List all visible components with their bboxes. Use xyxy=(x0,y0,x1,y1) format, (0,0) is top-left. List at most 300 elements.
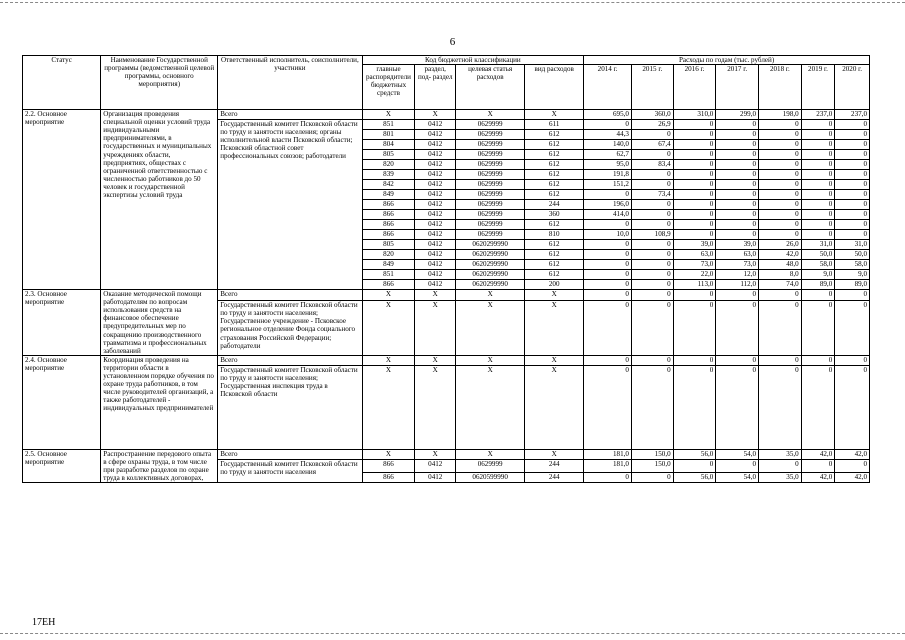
code-cell: 612 xyxy=(525,190,584,200)
amount-cell: 0 xyxy=(801,301,835,356)
header-year: 2017 г. xyxy=(716,65,759,110)
code-cell: 851 xyxy=(362,120,415,130)
amount-cell: 0 xyxy=(801,459,835,472)
code-cell: 0412 xyxy=(415,220,456,230)
amount-cell: 198,0 xyxy=(759,110,802,120)
amount-cell: 0 xyxy=(759,210,802,220)
code-cell: 244 xyxy=(525,473,584,483)
amount-cell: 0 xyxy=(584,290,632,301)
code-cell: 820 xyxy=(362,250,415,260)
code-cell: 612 xyxy=(525,270,584,280)
amount-cell: 0 xyxy=(673,120,716,130)
amount-cell: 181,0 xyxy=(584,449,632,459)
amount-cell: 0 xyxy=(631,200,673,210)
header-razdel: раздел, под- раздел xyxy=(415,65,456,110)
header-year: 2020 г. xyxy=(835,65,870,110)
amount-cell: 0 xyxy=(759,140,802,150)
amount-cell: 0 xyxy=(631,280,673,290)
amount-cell: 0 xyxy=(584,365,632,449)
code-cell: 0412 xyxy=(415,250,456,260)
amount-cell: 39,0 xyxy=(716,240,759,250)
header-budget-code: Код бюджетной классификации xyxy=(362,56,584,65)
amount-cell: 0 xyxy=(673,180,716,190)
total-label: Всего xyxy=(218,355,362,365)
amount-cell: 83,4 xyxy=(631,160,673,170)
code-cell: 244 xyxy=(525,200,584,210)
amount-cell: 0 xyxy=(716,200,759,210)
code-cell: 0629999 xyxy=(456,130,525,140)
amount-cell: 0 xyxy=(835,180,870,190)
amount-cell: 54,0 xyxy=(716,473,759,483)
amount-cell: 0 xyxy=(759,230,802,240)
code-cell: Х xyxy=(456,365,525,449)
amount-cell: 0 xyxy=(716,190,759,200)
amount-cell: 67,4 xyxy=(631,140,673,150)
amount-cell: 10,0 xyxy=(584,230,632,240)
amount-cell: 73,4 xyxy=(631,190,673,200)
amount-cell: 237,0 xyxy=(801,110,835,120)
amount-cell: 0 xyxy=(631,210,673,220)
code-cell: 0620599990 xyxy=(456,473,525,483)
amount-cell: 35,0 xyxy=(759,449,802,459)
amount-cell: 0 xyxy=(584,260,632,270)
scan-edge-top xyxy=(0,2,905,4)
amount-cell: 0 xyxy=(584,220,632,230)
amount-cell: 0 xyxy=(631,473,673,483)
amount-cell: 140,0 xyxy=(584,140,632,150)
amount-cell: 0 xyxy=(835,355,870,365)
code-cell: 612 xyxy=(525,250,584,260)
amount-cell: 0 xyxy=(801,355,835,365)
code-cell: 0412 xyxy=(415,130,456,140)
amount-cell: 0 xyxy=(716,301,759,356)
amount-cell: 0 xyxy=(584,473,632,483)
code-cell: 866 xyxy=(362,459,415,472)
section-executor: Государственный комитет Псковской области по труду и занятости населения; Государственная инспекция труда в Псковской области xyxy=(218,365,362,449)
amount-cell: 31,0 xyxy=(835,240,870,250)
code-cell: Х xyxy=(456,355,525,365)
code-cell: 0412 xyxy=(415,260,456,270)
code-cell: 805 xyxy=(362,240,415,250)
amount-cell: 112,0 xyxy=(716,280,759,290)
header-name: Наименование Государственной программы (ведомственной целевой программы, основного мероприятия) xyxy=(101,56,218,110)
code-cell: 866 xyxy=(362,210,415,220)
code-cell: 866 xyxy=(362,280,415,290)
amount-cell: 0 xyxy=(716,180,759,190)
amount-cell: 0 xyxy=(835,459,870,472)
amount-cell: 0 xyxy=(716,365,759,449)
amount-cell: 63,0 xyxy=(673,250,716,260)
code-cell: Х xyxy=(415,449,456,459)
code-cell: 611 xyxy=(525,120,584,130)
code-cell: 612 xyxy=(525,140,584,150)
code-cell: 612 xyxy=(525,180,584,190)
amount-cell: 0 xyxy=(673,160,716,170)
code-cell: 0412 xyxy=(415,270,456,280)
amount-cell: 0 xyxy=(759,365,802,449)
amount-cell: 0 xyxy=(631,130,673,140)
amount-cell: 0 xyxy=(673,190,716,200)
section-name: Распространение передового опыта в сфере охраны труда, в том числе при разработке разделов по охране труда в коллективных договорах, xyxy=(101,449,218,482)
header-executor: Ответственный исполнитель, соисполнители, участники xyxy=(218,56,362,110)
amount-cell: 0 xyxy=(801,180,835,190)
amount-cell: 0 xyxy=(759,120,802,130)
table-row xyxy=(23,290,870,301)
code-cell: 0629999 xyxy=(456,140,525,150)
header-year: 2014 г. xyxy=(584,65,632,110)
amount-cell: 0 xyxy=(835,120,870,130)
code-cell: 839 xyxy=(362,170,415,180)
amount-cell: 35,0 xyxy=(759,473,802,483)
amount-cell: 0 xyxy=(673,355,716,365)
code-cell: 0412 xyxy=(415,180,456,190)
code-cell: 805 xyxy=(362,150,415,160)
amount-cell: 0 xyxy=(673,140,716,150)
amount-cell: 0 xyxy=(716,130,759,140)
section-name: Оказание методической помощи работодателям по вопросам использования средств на финансовое обеспечение предупредительных мер по сокращению производственного травматизма и профессиональных заболеваний xyxy=(101,290,218,356)
header-target: целевая статья расходов xyxy=(456,65,525,110)
code-cell: 866 xyxy=(362,200,415,210)
code-cell: Х xyxy=(525,449,584,459)
amount-cell: 0 xyxy=(835,200,870,210)
amount-cell: 26,0 xyxy=(759,240,802,250)
amount-cell: 0 xyxy=(759,150,802,160)
code-cell: Х xyxy=(362,301,415,356)
amount-cell: 0 xyxy=(673,200,716,210)
amount-cell: 89,0 xyxy=(835,280,870,290)
amount-cell: 0 xyxy=(759,290,802,301)
amount-cell: 0 xyxy=(631,150,673,160)
amount-cell: 0 xyxy=(584,301,632,356)
amount-cell: 50,0 xyxy=(835,250,870,260)
code-cell: Х xyxy=(415,365,456,449)
amount-cell: 0 xyxy=(759,220,802,230)
amount-cell: 26,9 xyxy=(631,120,673,130)
code-cell: Х xyxy=(525,290,584,301)
code-cell: 866 xyxy=(362,473,415,483)
amount-cell: 0 xyxy=(631,170,673,180)
amount-cell: 237,0 xyxy=(835,110,870,120)
page-number: 6 xyxy=(449,36,456,48)
code-cell: 612 xyxy=(525,160,584,170)
code-cell: 612 xyxy=(525,150,584,160)
amount-cell: 95,0 xyxy=(584,160,632,170)
code-cell: 0620299990 xyxy=(456,280,525,290)
amount-cell: 0 xyxy=(584,355,632,365)
amount-cell: 0 xyxy=(801,200,835,210)
amount-cell: 50,0 xyxy=(801,250,835,260)
code-cell: 612 xyxy=(525,220,584,230)
header-year: 2018 г. xyxy=(759,65,802,110)
amount-cell: 0 xyxy=(801,210,835,220)
amount-cell: 0 xyxy=(801,130,835,140)
amount-cell: 0 xyxy=(801,160,835,170)
amount-cell: 150,0 xyxy=(631,449,673,459)
amount-cell: 0 xyxy=(835,230,870,240)
code-cell: 866 xyxy=(362,220,415,230)
code-cell: 0629999 xyxy=(456,190,525,200)
code-cell: Х xyxy=(415,110,456,120)
budget-table xyxy=(22,55,870,483)
amount-cell: 31,0 xyxy=(801,240,835,250)
amount-cell: 0 xyxy=(716,140,759,150)
amount-cell: 74,0 xyxy=(759,280,802,290)
code-cell: Х xyxy=(415,290,456,301)
code-cell: 0629999 xyxy=(456,230,525,240)
total-label: Всего xyxy=(218,449,362,459)
code-cell: 244 xyxy=(525,459,584,472)
code-cell: 0412 xyxy=(415,120,456,130)
section-executor: Государственный комитет Псковской области по труду и занятости населения xyxy=(218,459,362,482)
amount-cell: 0 xyxy=(631,220,673,230)
amount-cell: 22,0 xyxy=(673,270,716,280)
code-cell: 0412 xyxy=(415,190,456,200)
amount-cell: 0 xyxy=(673,459,716,472)
amount-cell: 73,0 xyxy=(673,260,716,270)
section-name: Организация проведения специальной оценки условий труда индивидуальными предпринимателями, в государственных и муниципальных учреждениях области, предприятиях, обществах с ограниченной ответственностью с численностью работников до 50 человек и государственной экспертизы условий труда xyxy=(101,110,218,290)
amount-cell: 0 xyxy=(835,301,870,356)
section-status: 2.2. Основное мероприятие xyxy=(23,110,101,290)
amount-cell: 0 xyxy=(759,170,802,180)
amount-cell: 56,0 xyxy=(673,473,716,483)
code-cell: Х xyxy=(362,449,415,459)
code-cell: 0629999 xyxy=(456,200,525,210)
amount-cell: 54,0 xyxy=(716,449,759,459)
amount-cell: 0 xyxy=(835,365,870,449)
amount-cell: 0 xyxy=(584,270,632,280)
amount-cell: 0 xyxy=(835,220,870,230)
code-cell: 0412 xyxy=(415,160,456,170)
code-cell: 0412 xyxy=(415,150,456,160)
amount-cell: 0 xyxy=(716,459,759,472)
code-cell: 0620299990 xyxy=(456,270,525,280)
amount-cell: 0 xyxy=(801,170,835,180)
amount-cell: 0 xyxy=(631,260,673,270)
amount-cell: 58,0 xyxy=(835,260,870,270)
code-cell: Х xyxy=(362,355,415,365)
code-cell: Х xyxy=(415,355,456,365)
amount-cell: 695,0 xyxy=(584,110,632,120)
code-cell: 810 xyxy=(525,230,584,240)
amount-cell: 0 xyxy=(759,190,802,200)
amount-cell: 42,0 xyxy=(835,473,870,483)
amount-cell: 0 xyxy=(631,180,673,190)
section-executor: Государственный комитет Псковской области по труду и занятости населения; органы исполнительной власти Псковской области; Псковский областной совет профессиональных союзов; работодатели xyxy=(218,120,362,290)
amount-cell: 0 xyxy=(759,180,802,190)
amount-cell: 39,0 xyxy=(673,240,716,250)
code-cell: Х xyxy=(525,355,584,365)
amount-cell: 0 xyxy=(673,210,716,220)
amount-cell: 0 xyxy=(631,250,673,260)
amount-cell: 181,0 xyxy=(584,459,632,472)
amount-cell: 0 xyxy=(673,301,716,356)
amount-cell: 150,0 xyxy=(631,459,673,472)
total-label: Всего xyxy=(218,110,362,120)
section-status: 2.5. Основное мероприятие xyxy=(23,449,101,482)
code-cell: 0629999 xyxy=(456,150,525,160)
amount-cell: 113,0 xyxy=(673,280,716,290)
code-cell: Х xyxy=(362,365,415,449)
amount-cell: 0 xyxy=(759,301,802,356)
amount-cell: 0 xyxy=(716,355,759,365)
amount-cell: 0 xyxy=(716,150,759,160)
amount-cell: 0 xyxy=(631,240,673,250)
code-cell: 804 xyxy=(362,140,415,150)
header-year: 2019 г. xyxy=(801,65,835,110)
code-cell: 0629999 xyxy=(456,210,525,220)
section-status: 2.3. Основное мероприятие xyxy=(23,290,101,356)
amount-cell: 48,0 xyxy=(759,260,802,270)
amount-cell: 0 xyxy=(835,130,870,140)
amount-cell: 44,3 xyxy=(584,130,632,140)
amount-cell: 196,0 xyxy=(584,200,632,210)
amount-cell: 0 xyxy=(673,130,716,140)
amount-cell: 0 xyxy=(584,120,632,130)
amount-cell: 42,0 xyxy=(835,449,870,459)
header-glavnye: главные распорядители бюджетных средств xyxy=(362,65,415,110)
code-cell: Х xyxy=(456,449,525,459)
footer-code: 17EH xyxy=(32,617,56,628)
amount-cell: 0 xyxy=(835,160,870,170)
code-cell: Х xyxy=(456,110,525,120)
code-cell: 0412 xyxy=(415,459,456,472)
code-cell: 612 xyxy=(525,130,584,140)
section-executor: Государственный комитет Псковской области по труду и занятости населения; Государственное учреждение - Псковское региональное отделение Фонда социального страхования Российской Федерации; работодатели xyxy=(218,301,362,356)
code-cell: 0629999 xyxy=(456,170,525,180)
amount-cell: 0 xyxy=(801,190,835,200)
code-cell: Х xyxy=(362,110,415,120)
amount-cell: 0 xyxy=(801,120,835,130)
code-cell: 0629999 xyxy=(456,459,525,472)
code-cell: Х xyxy=(525,365,584,449)
amount-cell: 360,0 xyxy=(631,110,673,120)
code-cell: 0620299990 xyxy=(456,250,525,260)
amount-cell: 0 xyxy=(835,150,870,160)
amount-cell: 0 xyxy=(584,280,632,290)
amount-cell: 310,0 xyxy=(673,110,716,120)
code-cell: 820 xyxy=(362,160,415,170)
total-label: Всего xyxy=(218,290,362,301)
amount-cell: 58,0 xyxy=(801,260,835,270)
code-cell: 612 xyxy=(525,240,584,250)
amount-cell: 0 xyxy=(801,290,835,301)
amount-cell: 414,0 xyxy=(584,210,632,220)
amount-cell: 0 xyxy=(835,190,870,200)
code-cell: 200 xyxy=(525,280,584,290)
amount-cell: 0 xyxy=(673,365,716,449)
amount-cell: 191,8 xyxy=(584,170,632,180)
amount-cell: 0 xyxy=(631,365,673,449)
amount-cell: 0 xyxy=(716,210,759,220)
amount-cell: 0 xyxy=(759,160,802,170)
amount-cell: 0 xyxy=(801,220,835,230)
amount-cell: 8,0 xyxy=(759,270,802,280)
amount-cell: 0 xyxy=(631,270,673,280)
amount-cell: 0 xyxy=(584,250,632,260)
header-expenses: Расходы по годам (тыс. рублей) xyxy=(584,56,870,65)
code-cell: 0412 xyxy=(415,140,456,150)
amount-cell: 0 xyxy=(835,290,870,301)
code-cell: 0412 xyxy=(415,230,456,240)
amount-cell: 0 xyxy=(801,230,835,240)
amount-cell: 0 xyxy=(835,210,870,220)
code-cell: 849 xyxy=(362,260,415,270)
code-cell: 0412 xyxy=(415,200,456,210)
section-status: 2.4. Основное мероприятие xyxy=(23,355,101,449)
amount-cell: 0 xyxy=(673,290,716,301)
amount-cell: 0 xyxy=(716,290,759,301)
amount-cell: 42,0 xyxy=(759,250,802,260)
code-cell: 360 xyxy=(525,210,584,220)
amount-cell: 0 xyxy=(716,220,759,230)
amount-cell: 0 xyxy=(716,160,759,170)
code-cell: 612 xyxy=(525,170,584,180)
code-cell: 849 xyxy=(362,190,415,200)
amount-cell: 9,0 xyxy=(801,270,835,280)
header-vid: вид расходов xyxy=(525,65,584,110)
code-cell: 851 xyxy=(362,270,415,280)
amount-cell: 42,0 xyxy=(801,449,835,459)
amount-cell: 0 xyxy=(584,190,632,200)
amount-cell: 73,0 xyxy=(716,260,759,270)
header-status: Статус xyxy=(23,56,101,110)
table-row xyxy=(23,449,870,459)
amount-cell: 0 xyxy=(631,301,673,356)
amount-cell: 0 xyxy=(716,230,759,240)
amount-cell: 0 xyxy=(801,365,835,449)
amount-cell: 299,0 xyxy=(716,110,759,120)
amount-cell: 0 xyxy=(584,240,632,250)
amount-cell: 0 xyxy=(673,170,716,180)
amount-cell: 0 xyxy=(759,200,802,210)
code-cell: 0412 xyxy=(415,170,456,180)
amount-cell: 56,0 xyxy=(673,449,716,459)
amount-cell: 0 xyxy=(716,120,759,130)
code-cell: 0620299990 xyxy=(456,240,525,250)
header-year: 2016 г. xyxy=(673,65,716,110)
code-cell: 612 xyxy=(525,260,584,270)
amount-cell: 9,0 xyxy=(835,270,870,280)
amount-cell: 108,9 xyxy=(631,230,673,240)
amount-cell: 0 xyxy=(673,230,716,240)
code-cell: Х xyxy=(456,301,525,356)
amount-cell: 0 xyxy=(631,355,673,365)
code-cell: 0412 xyxy=(415,473,456,483)
code-cell: Х xyxy=(456,290,525,301)
code-cell: 0629999 xyxy=(456,220,525,230)
code-cell: 0629999 xyxy=(456,120,525,130)
code-cell: Х xyxy=(525,301,584,356)
code-cell: 842 xyxy=(362,180,415,190)
table-row xyxy=(23,110,870,120)
header-year: 2015 г. xyxy=(631,65,673,110)
amount-cell: 0 xyxy=(673,150,716,160)
code-cell: 0412 xyxy=(415,280,456,290)
section-name: Координация проведения на территории области в установленном порядке обучения по охране труда работников, в том числе руководителей организаций, а также работодателей - индивидуальных предпринимателей xyxy=(101,355,218,449)
amount-cell: 62,7 xyxy=(584,150,632,160)
code-cell: 0629999 xyxy=(456,180,525,190)
amount-cell: 0 xyxy=(801,150,835,160)
code-cell: 0629999 xyxy=(456,160,525,170)
amount-cell: 12,0 xyxy=(716,270,759,280)
amount-cell: 151,2 xyxy=(584,180,632,190)
code-cell: Х xyxy=(525,110,584,120)
amount-cell: 0 xyxy=(835,140,870,150)
code-cell: 0620299990 xyxy=(456,260,525,270)
code-cell: 0412 xyxy=(415,240,456,250)
code-cell: 801 xyxy=(362,130,415,140)
amount-cell: 0 xyxy=(631,290,673,301)
